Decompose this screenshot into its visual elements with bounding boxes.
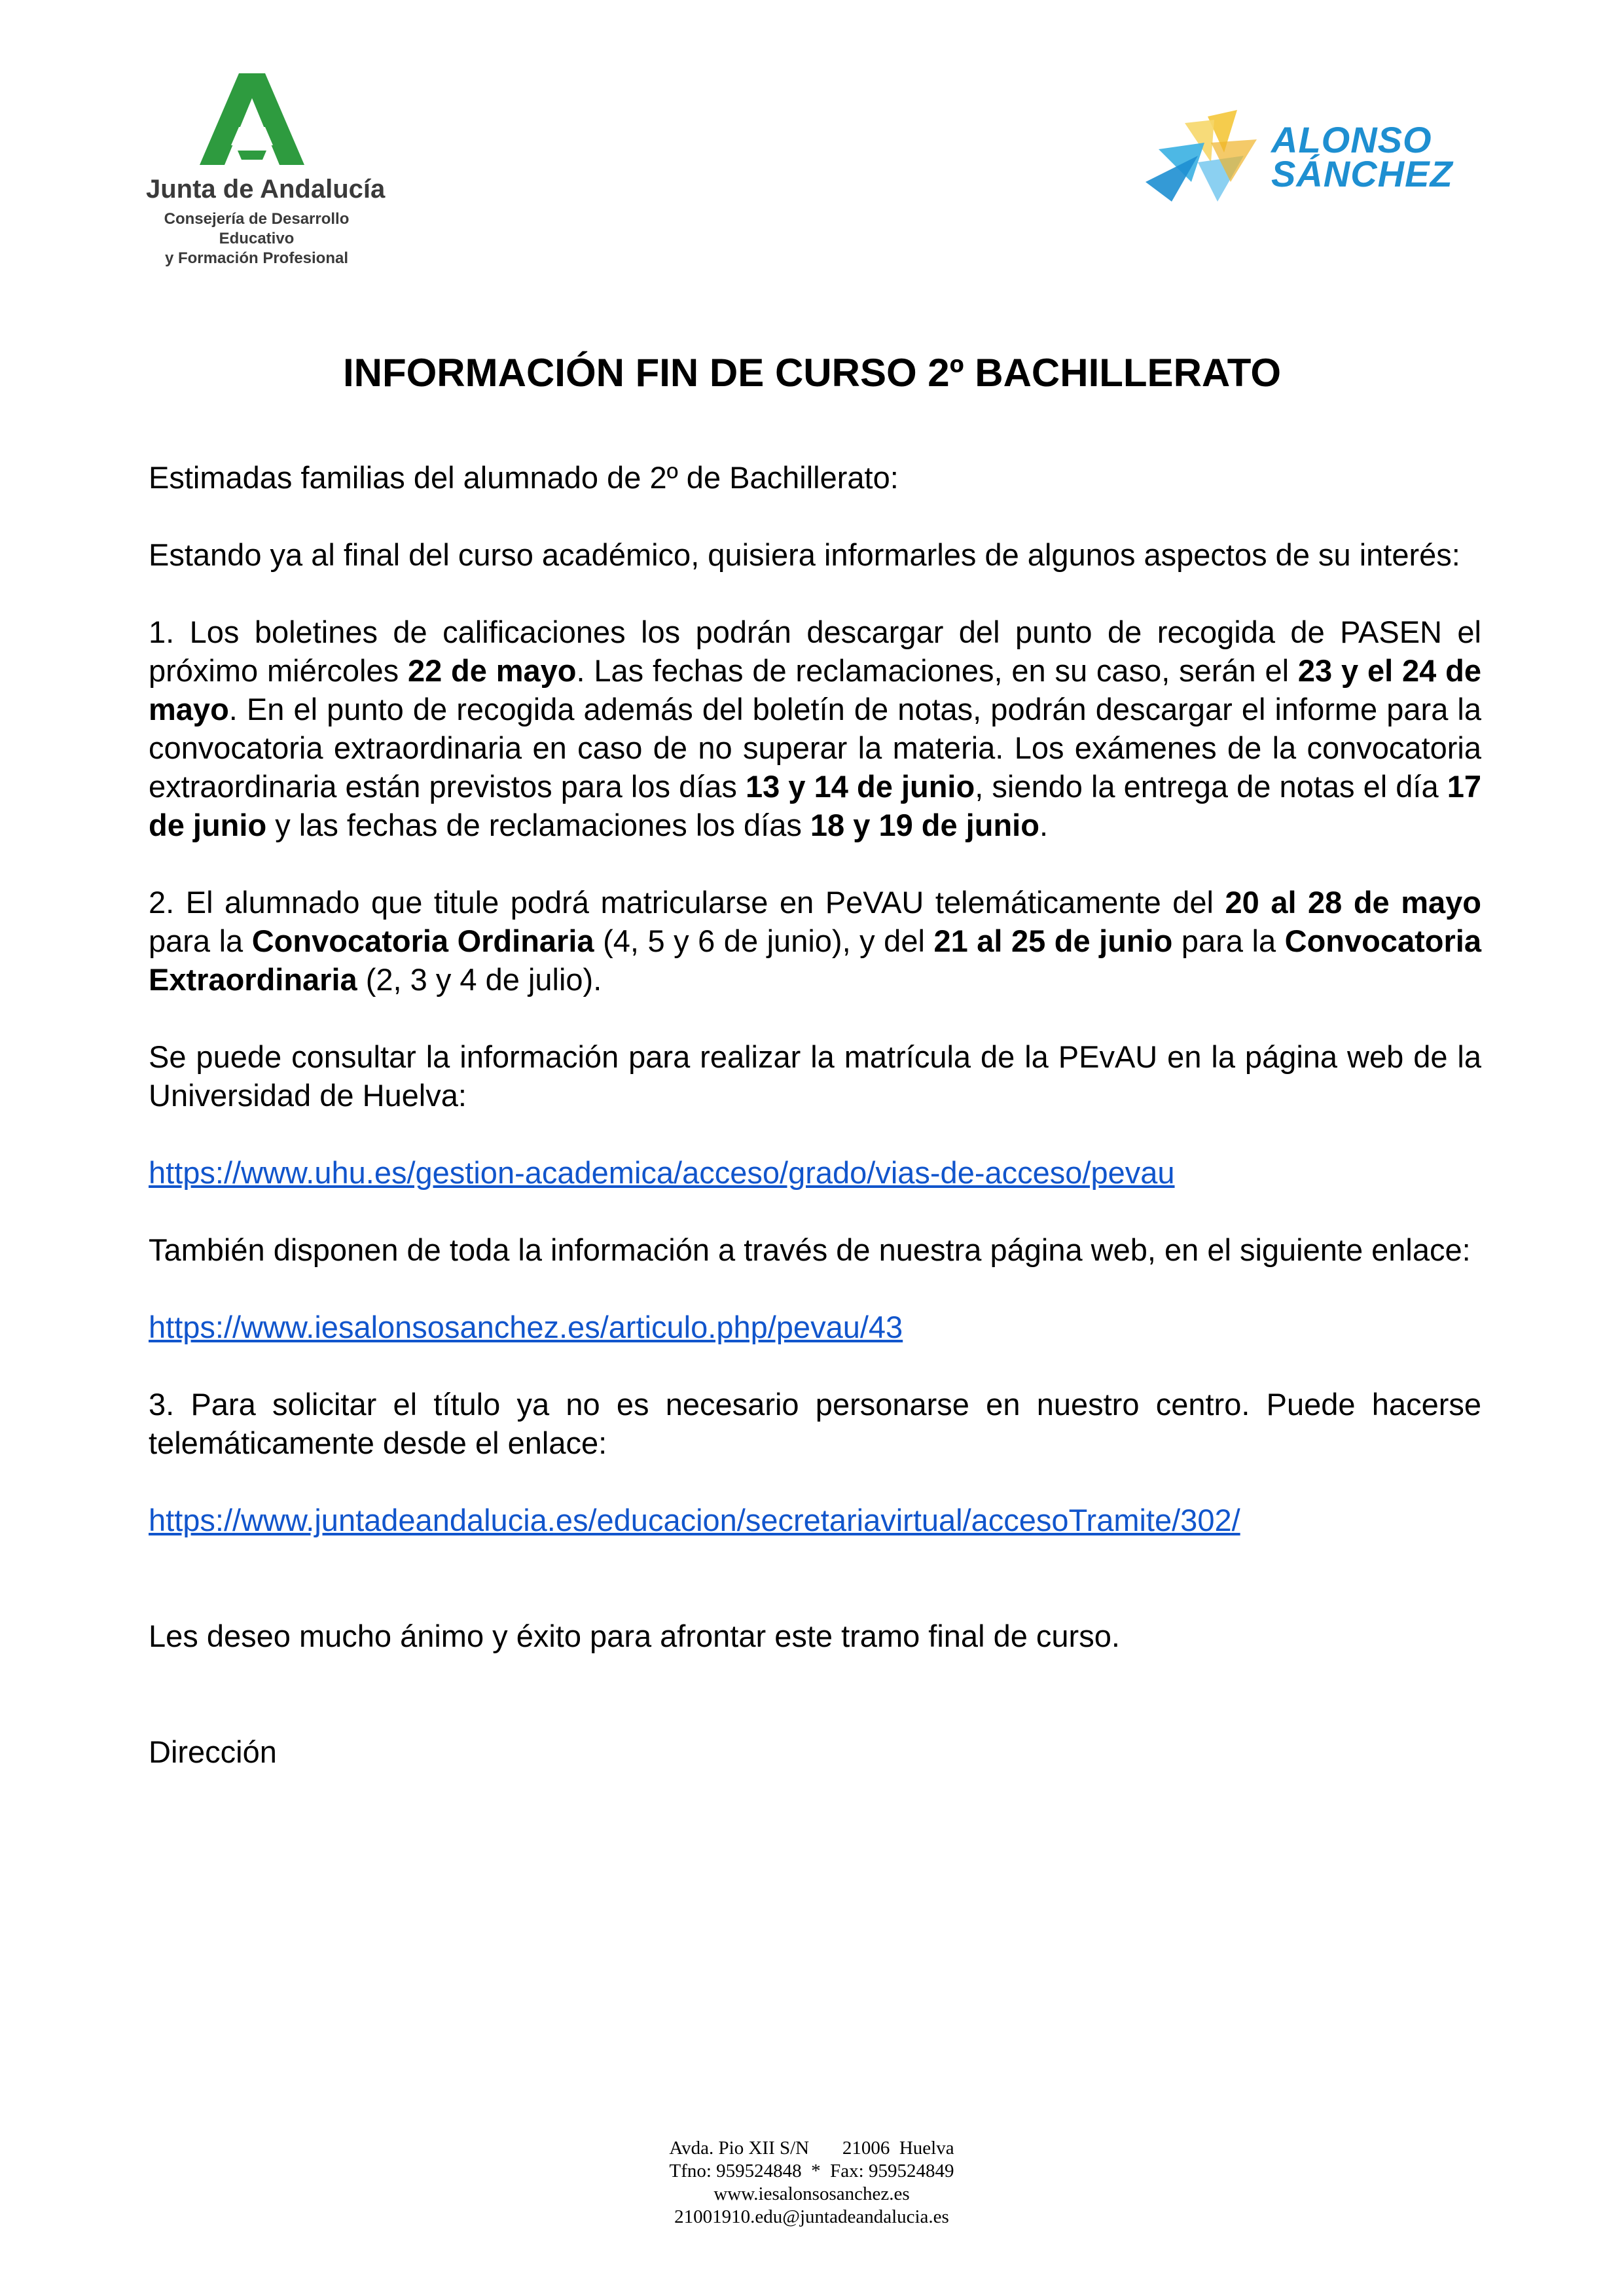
footer-email: 21001910.edu@juntadeandalucia.es xyxy=(674,2206,949,2227)
paragraph-boletines: 1. Los boletines de calificaciones los podrán descargar del punto de recogida de PASEN el próximo miércoles 22 de mayo. Las fechas de reclamaciones, en su caso, serán el 23 y el 24 de mayo. En el punto de recogida además del boletín de notas, podrán descargar el informe para la convocatoria extraordinaria en caso de no superar la materia. Los exámenes de la convocatoria extraordinaria están previstos para los días 13 y 14 de junio, siendo la entrega de notas el día 17 de junio y las fechas de reclamaciones los días 18 y 19 de junio. xyxy=(149,615,1481,842)
ies-name: ALONSO SÁNCHEZ xyxy=(1271,119,1453,194)
link-junta-paragraph xyxy=(149,1501,1481,1539)
junta-andalucia-emblem-icon xyxy=(200,73,304,165)
intro-paragraph: Estando ya al final del curso académico, quisiera informarles de algunos aspectos de su interés: xyxy=(149,537,1460,572)
link-junta-tramite[interactable]: https://www.juntadeandalucia.es/educacion/secretariavirtual/accesoTramite/302/ xyxy=(149,1503,1240,1537)
footer xyxy=(589,2137,1034,2229)
junta-andalucia-name: Junta de Andalucía xyxy=(146,175,386,204)
footer-address: Avda. Pio XII S/N 21006 Huelva xyxy=(669,2138,954,2159)
link-ies-pevau[interactable]: https://www.iesalonsosanchez.es/articulo.php/pevau/43 xyxy=(149,1310,903,1344)
link-uhu-paragraph xyxy=(149,1153,1481,1192)
ies-alonso-sanchez-logo xyxy=(1146,103,1453,208)
flower-emblem-icon xyxy=(1146,103,1270,208)
signature: Dirección xyxy=(149,1734,277,1769)
letter-body xyxy=(149,458,1481,1771)
link-ies-paragraph xyxy=(149,1308,1481,1346)
page-title: INFORMACIÓN FIN DE CURSO 2º BACHILLERATO xyxy=(342,351,1282,395)
paragraph-web-info: También disponen de toda la información a través de nuestra página web, en el siguiente enlace: xyxy=(149,1232,1471,1267)
link-uhu-pevau[interactable]: https://www.uhu.es/gestion-academica/acceso/grado/vias-de-acceso/pevau xyxy=(149,1155,1175,1190)
footer-phones: Tfno: 959524848 * Fax: 959524849 xyxy=(669,2161,954,2181)
paragraph-titulo: 3. Para solicitar el título ya no es necesario personarse en nuestro centro. Puede hacerse telemáticamente desde el enlace: xyxy=(149,1387,1481,1460)
paragraph-uhu-info: Se puede consultar la información para realizar la matrícula de la PEvAU en la página web de la Universidad de Huelva: xyxy=(149,1039,1481,1113)
greeting: Estimadas familias del alumnado de 2º de Bachillerato: xyxy=(149,460,899,495)
paragraph-pevau: 2. El alumnado que titule podrá matricularse en PeVAU telemáticamente del 20 al 28 de mayo para la Convocatoria Ordinaria (4, 5 y 6 de junio), y del 21 al 25 de junio para la Convocatoria Extraordinaria (2, 3 y 4 de julio). xyxy=(149,885,1481,997)
closing: Les deseo mucho ánimo y éxito para afrontar este tramo final de curso. xyxy=(149,1619,1120,1653)
footer-web: www.iesalonsosanchez.es xyxy=(713,2183,910,2204)
consejeria-name: Consejería de Desarrollo Educativo y Formación Profesional xyxy=(164,210,350,267)
junta-andalucia-logo xyxy=(128,73,389,267)
